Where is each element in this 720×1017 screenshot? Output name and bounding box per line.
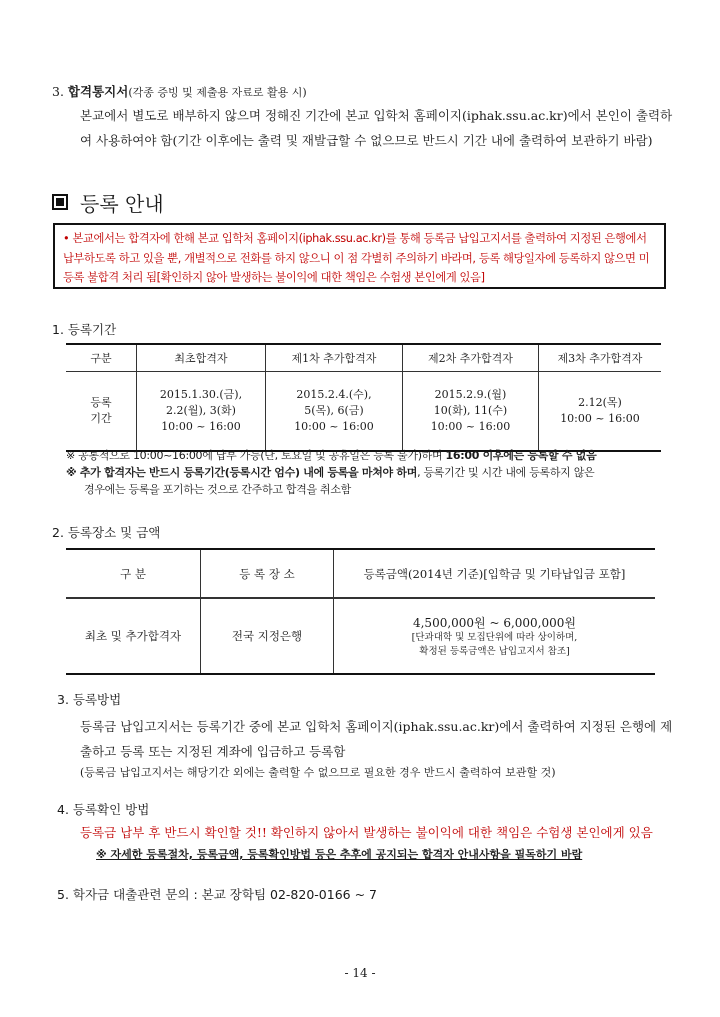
registration-heading-text: 등록 안내 bbox=[80, 192, 164, 216]
period-cell-line: 10:00 ~ 16:00 bbox=[560, 412, 640, 425]
period-cell-line: 10:00 ~ 16:00 bbox=[294, 420, 374, 433]
place-amount: 4,500,000원 ~ 6,000,000원 bbox=[412, 615, 576, 630]
confirm-subnote: ※ 자세한 등록절차, 등록금액, 등록확인방법 등은 추후에 공지되는 합격자 안내사항을 필독하기 바람 bbox=[96, 848, 583, 861]
section3-heading bbox=[52, 82, 307, 100]
place-label: 2. 등록장소 및 금액 bbox=[52, 525, 161, 540]
period-cell-line: 2015.1.30.(금), bbox=[159, 388, 243, 401]
period-notes bbox=[66, 447, 666, 498]
method-label: 3. 등록방법 bbox=[57, 692, 122, 707]
section3-title: 합격통지서 bbox=[67, 84, 129, 99]
loan-label: 5. 학자금 대출관련 문의 : 본교 장학팀 02-820-0166 ~ 7 bbox=[57, 887, 377, 902]
period-row-label bbox=[66, 372, 137, 452]
place-header-cell: 구 분 bbox=[66, 549, 201, 598]
place-amount-note: 확정된 등록금액은 납입고지서 참조] bbox=[419, 645, 570, 657]
period-cell-additional-2 bbox=[403, 372, 539, 452]
place-table bbox=[66, 548, 655, 675]
place-amount-note: [단과대학 및 모집단위에 따라 상이하며, bbox=[411, 631, 578, 643]
period-cell-line: 2.2(월), 3(화) bbox=[166, 404, 236, 417]
period-table bbox=[66, 343, 661, 452]
period-cell-first bbox=[137, 372, 266, 452]
registration-heading bbox=[52, 188, 164, 217]
place-table-header-row bbox=[66, 549, 655, 598]
period-cell-line: 2015.2.4.(수), bbox=[296, 388, 372, 401]
period-cell-line: 10:00 ~ 16:00 bbox=[430, 420, 511, 433]
place-header-cell: 등록금액(2014년 기준)[입학금 및 기타납입금 포함] bbox=[334, 549, 656, 598]
period-note-1 bbox=[66, 447, 666, 464]
period-row-label-line: 기간 bbox=[90, 412, 112, 425]
period-cell-line: 5(목), 6(금) bbox=[304, 404, 364, 417]
section3-body: 본교에서 별도로 배부하지 않으며 정해진 기간에 본교 입학처 홈페이지(iphak.ssu.ac.kr)에서 본인이 출력하여 사용하여야 함(기간 이후에는 출력 및 재발급할 수 없으므로 반드시 기간 내에 출력하여 보관하기 바람) bbox=[80, 108, 673, 148]
period-header-cell: 구분 bbox=[66, 344, 137, 372]
period-note-1-emphasis: 16:00 이후에는 등록할 수 없음 bbox=[445, 449, 597, 462]
period-table-row bbox=[66, 372, 661, 452]
period-header-cell: 제3차 추가합격자 bbox=[539, 344, 662, 372]
section3-number: 3. bbox=[52, 84, 64, 99]
period-row-label-line: 등록 bbox=[90, 396, 112, 409]
period-cell-line: 2015.2.9.(월) bbox=[434, 388, 507, 401]
period-note-1-text: ※ 공통적으로 10:00~16:00에 납부 가능(단, 토요일 및 공휴일은 등록 불가)하며 bbox=[66, 449, 446, 462]
period-note-2 bbox=[66, 464, 666, 481]
period-cell-additional-1 bbox=[266, 372, 403, 452]
page-number: - 14 - bbox=[344, 966, 376, 980]
period-cell-line: 10:00 ~ 16:00 bbox=[161, 420, 241, 433]
period-header-cell: 최초합격자 bbox=[137, 344, 266, 372]
period-note-2-emphasis: ※ 추가 합격자는 반드시 등록기간(등록시간 엄수) 내에 등록을 마쳐야 하며 bbox=[66, 466, 418, 479]
place-header-cell: 등 록 장 소 bbox=[201, 549, 334, 598]
period-table-header-row bbox=[66, 344, 661, 372]
registration-notice-box bbox=[53, 223, 666, 289]
place-location: 전국 지정은행 bbox=[201, 598, 334, 674]
confirm-warning: 등록금 납부 후 반드시 확인할 것!! 확인하지 않아서 발생하는 불이익에 대한 책임은 수험생 본인에게 있음 bbox=[80, 825, 653, 840]
period-note-2-text: , 등록기간 및 시간 내에 등록하지 않은 bbox=[417, 466, 595, 479]
period-cell-additional-3 bbox=[539, 372, 662, 452]
confirm-label: 4. 등록확인 방법 bbox=[57, 802, 150, 817]
place-amount-cell bbox=[334, 598, 656, 674]
period-note-2-continued: 경우에는 등록을 포기하는 것으로 간주하고 합격을 취소함 bbox=[84, 483, 352, 496]
place-category: 최초 및 추가합격자 bbox=[66, 598, 201, 674]
period-header-cell: 제2차 추가합격자 bbox=[403, 344, 539, 372]
place-table-row bbox=[66, 598, 655, 674]
period-cell-line: 2.12(목) bbox=[578, 396, 622, 409]
registration-notice-text: • 본교에서는 합격자에 한해 본교 입학처 홈페이지(iphak.ssu.ac.kr)를 통해 등록금 납입고지서를 출력하여 지정된 은행에서 납부하도록 하고 있을 뿐, 개별적으로 전화를 하지 않으니 이 점 각별히 주의하기 바라며, 등록 해당일자에 등록하지 않으면 미등록 불합격 처리 됨[확인하지 않아 발생하는 불이익에 대한 책임은 수험생 본인에게 있음] bbox=[63, 232, 650, 284]
period-header-cell: 제1차 추가합격자 bbox=[266, 344, 403, 372]
period-label: 1. 등록기간 bbox=[52, 322, 117, 337]
method-note: (등록금 납입고지서는 해당기간 외에는 출력할 수 없으므로 필요한 경우 반드시 출력하여 보관할 것) bbox=[80, 766, 556, 779]
section3-title-note: (각종 증빙 및 제출용 자료로 활용 시) bbox=[128, 86, 307, 99]
method-body: 등록금 납입고지서는 등록기간 중에 본교 입학처 홈페이지(iphak.ssu.ac.kr)에서 출력하여 지정된 은행에 제출하고 등록 또는 지정된 계좌에 입금하고 등록함 bbox=[80, 719, 673, 759]
period-cell-line: 10(화), 11(수) bbox=[433, 404, 508, 417]
filled-square-icon bbox=[52, 194, 68, 210]
